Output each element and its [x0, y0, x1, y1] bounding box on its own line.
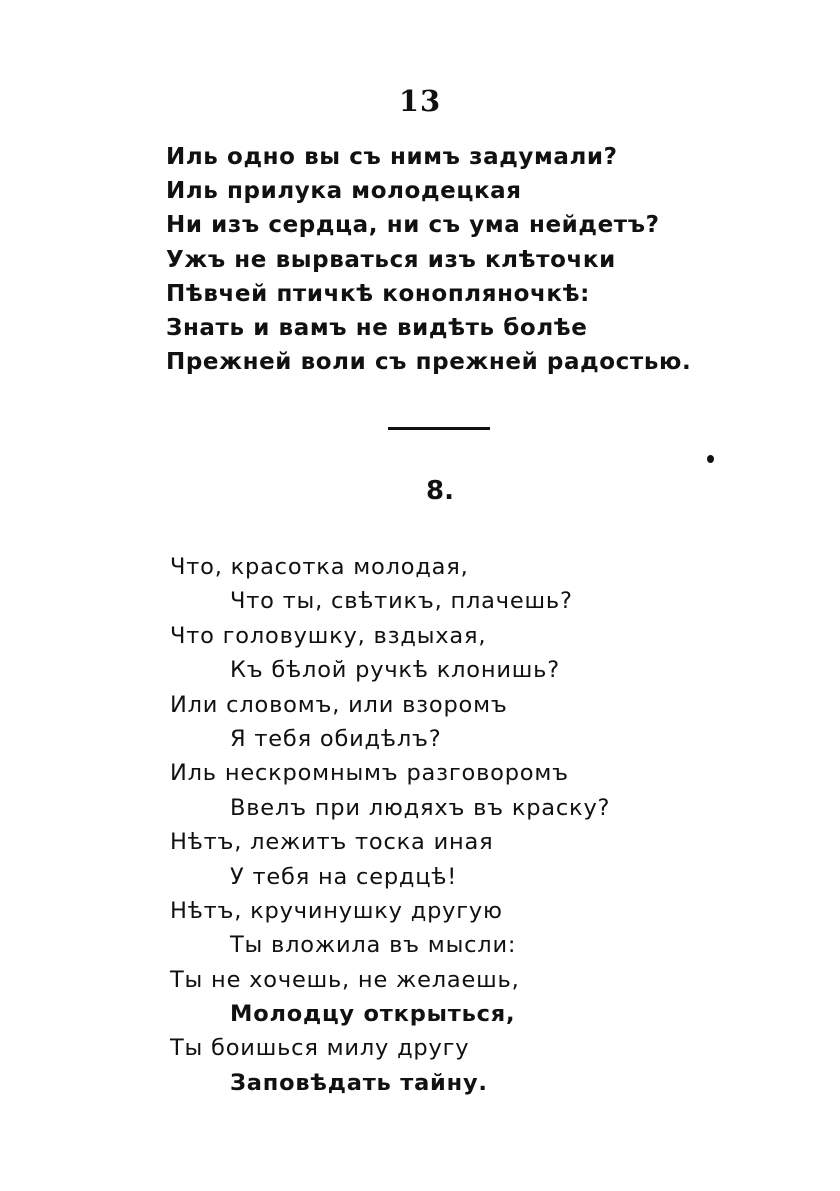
verse-line: Иль нескромнымъ разговоромъ: [170, 760, 569, 787]
poem-body: [170, 550, 730, 1100]
verse-line-indented: Я тебя обидѣлъ?: [230, 725, 442, 752]
verse-line: Что головушку, вздыхая,: [170, 622, 487, 649]
ink-speck: [707, 455, 714, 463]
verse-line: Знать и вамъ не видѣть болѣе: [166, 314, 588, 341]
verse-line: Ужъ не вырваться изъ клѣточки: [166, 246, 616, 273]
verse-line: Иль прилука молодецкая: [166, 178, 522, 205]
verse-line: Пѣвчей птичкѣ коноплянoчкѣ:: [166, 280, 590, 307]
verse-line-indented: Молодцу открыться,: [230, 1001, 516, 1028]
verse-line: Что, красотка молодая,: [170, 554, 469, 580]
verse-line: Нѣтъ, лежитъ тоска иная: [170, 829, 494, 856]
stanza-continued: [166, 140, 726, 379]
verse-line-indented: Ты вложила въ мысли:: [230, 932, 517, 959]
verse-line: Ты боишься милу другу: [170, 1035, 470, 1062]
verse-line-indented: Заповѣдать тайну.: [230, 1069, 488, 1096]
verse-line-indented: У тебя на сердцѣ!: [230, 863, 458, 890]
verse-line: Нѣтъ, кручинушку другую: [170, 897, 503, 924]
verse-line: Ни изъ сердца, ни съ ума нейдетъ?: [166, 212, 660, 239]
verse-line: Или словомъ, или взоромъ: [170, 691, 508, 718]
verse-line: Ты не хочешь, не желаешь,: [170, 966, 520, 993]
verse-line-indented: Къ бѣлой ручкѣ клонишь?: [230, 657, 560, 684]
section-number: 8.: [426, 476, 454, 506]
section-divider: [388, 427, 490, 430]
verse-line-indented: Что ты, свѣтикъ, плачешь?: [230, 588, 573, 615]
verse-line: Прежней воли съ прежней радостью.: [166, 349, 692, 376]
page-number: 13: [398, 84, 442, 118]
verse-line-indented: Ввелъ при людяхъ въ краску?: [230, 794, 611, 821]
verse-line: Иль одно вы съ нимъ задумали?: [166, 144, 618, 170]
